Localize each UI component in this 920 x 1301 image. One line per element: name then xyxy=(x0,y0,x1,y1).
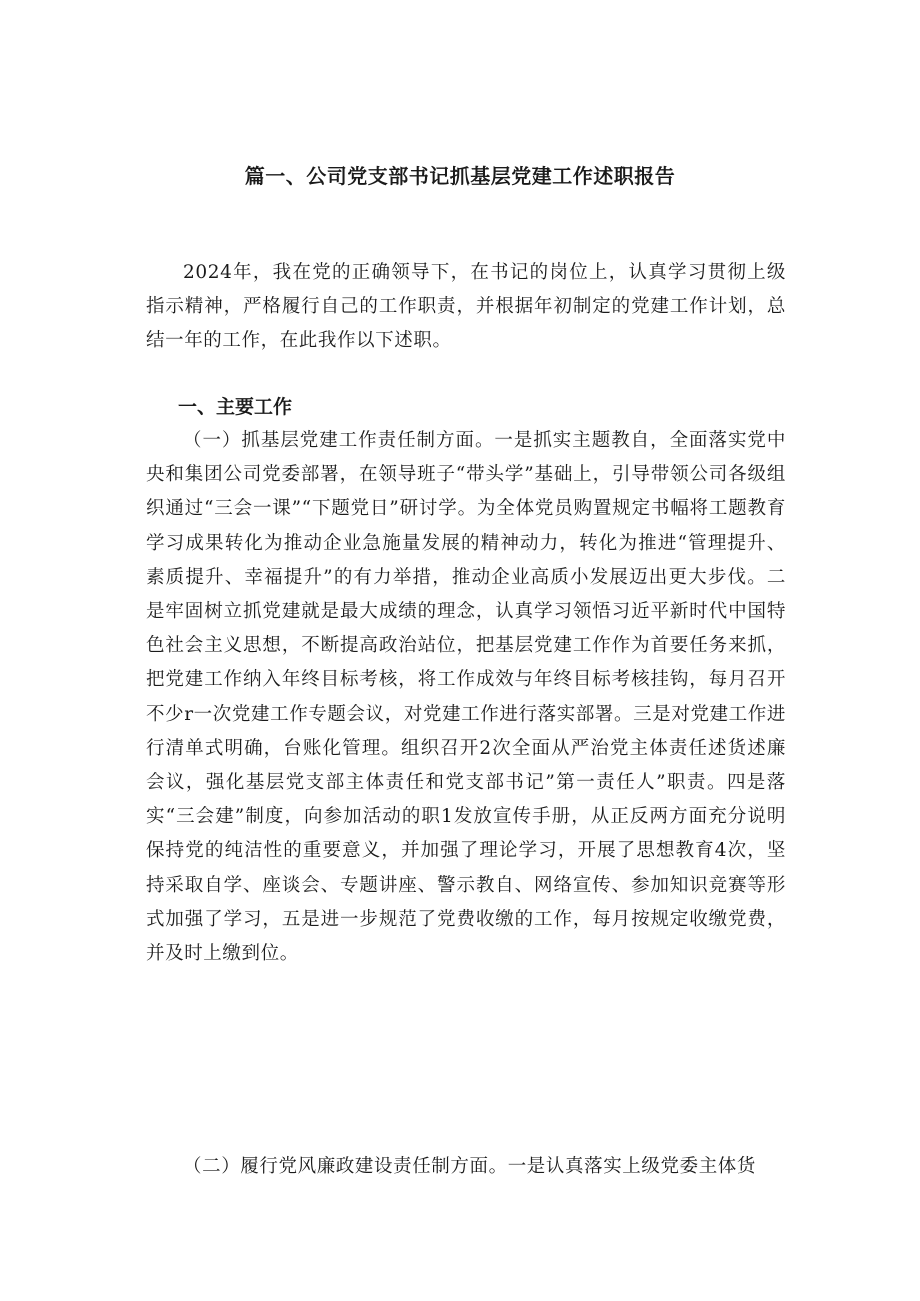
intro-paragraph: 2024年，我在党的正确领导下，在书记的岗位上，认真学习贯彻上级指示精神，严格履行自己的工作职责，并根据年初制定的党建工作计划，总结一年的工作，在此我作以下述职。 xyxy=(146,262,786,352)
section-heading-main-work: 一、主要工作 xyxy=(178,396,293,418)
section-1-paragraph: （一）抓基层党建工作责任制方面。一是抓实主题教自，全面落实党中央和集团公司党委部署，在领导班子“带头学”基础上，引导带领公司各级组织通过“三会一课”“下题党日”研讨学。为全体党员购置规定书幅将工题教育学习成果转化为推动企业急施量发展的精神动力，转化为推进“管理提升、素质提升、幸福提升”的有力举措，推动企业高质小发展迈出更大步伐。二是牢固树立抓党建就是最大成绩的理念，认真学习领悟习近平新时代中国特色社会主义思想，不断提高政治站位，把基层党建工作作为首要任务来抓，把党建工作纳入年终目标考核，将工作成效与年终目标考核挂钩，每月召开不少r一次党建工作专题会议，对党建工作进行落实部署。三是对党建工作进行清单式明确，台账化管理。组织召开2次全面从严治党主体责任述货述廉会议，强化基层党支部主体责任和党支部书记”第一责任人”职责。四是落实“三会建”制度，向参加活动的职1发放宣传手册，从正反两方面充分说明保持党的纯洁性的重要意义，并加强了理论学习，开展了思想教育4次，坚持采取自学、座谈会、专题讲座、警示教自、网络宣传、参加知识竞赛等形式加强了学习，五是进一步规范了党费收缴的工作，每月按规定收缴党费，并及时上缴到位。 xyxy=(146,430,786,965)
section-2-paragraph: （二）履行党风廉政建设责任制方面。一是认真落实上级党委主体货 xyxy=(183,1156,757,1177)
document-title: 篇一、公司党支部书记抓基层党建工作述职报告 xyxy=(244,164,676,188)
